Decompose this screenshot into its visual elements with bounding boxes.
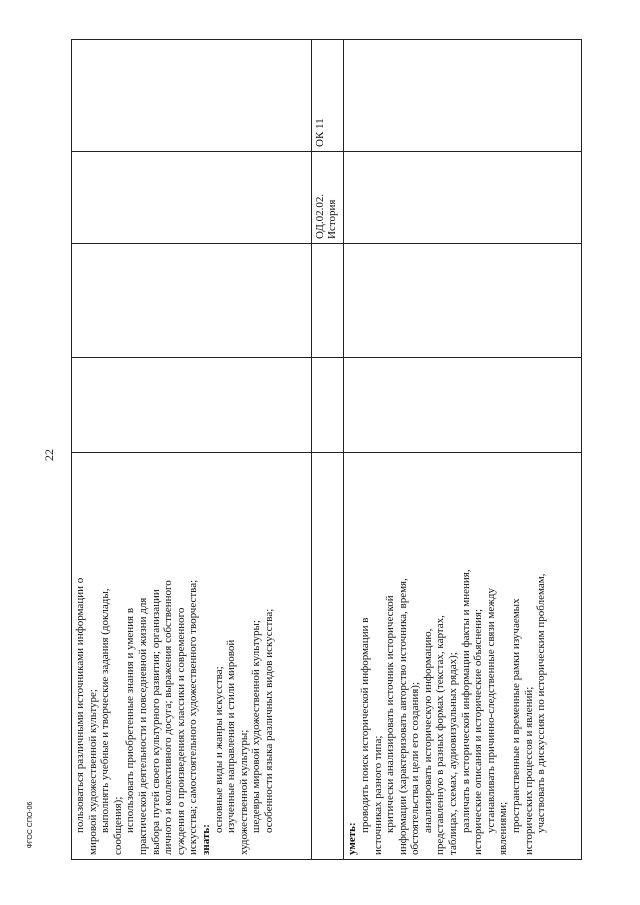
text-line: практической деятельности и повседневной жизни для	[136, 597, 149, 855]
text-line: искусства; самостоятельного художественного творчества;	[187, 579, 200, 855]
empty-cell	[311, 358, 344, 453]
empty-cell	[344, 358, 582, 453]
text-line: проводить поиск исторической информации в	[358, 617, 371, 833]
footer-wrap	[27, 790, 37, 860]
text-line: художественной культуры;	[237, 729, 250, 855]
table-row	[311, 40, 344, 860]
text-line: таблицах, схемах, аудиовизуальных рядах);	[447, 652, 460, 855]
text-line: шедевры мировой художественной культуры;	[250, 620, 263, 833]
text-line: особенности языка различных видов искусства;	[262, 608, 275, 833]
footer-label: ФГОС СПО-06	[27, 801, 34, 849]
text-line: исторические описания и исторические объяснения;	[472, 608, 485, 855]
text-line: участвовать в дискуссиях по историческим проблемам,	[535, 573, 548, 833]
text-line: анализировать историческую информацию,	[421, 628, 434, 833]
text-line: источниках разного типа;	[371, 735, 384, 855]
competence-code-cell: ОК 11	[311, 40, 344, 152]
text-line: исторических процессов и явлений;	[522, 686, 535, 855]
text-line: основные виды и жанры искусства;	[212, 666, 225, 833]
empty-cell	[72, 152, 312, 244]
text-line: мировой художественной культуре;	[86, 689, 99, 855]
page-number: 22	[42, 449, 56, 461]
subject-cell: ОД.02.02. История	[311, 152, 344, 244]
table-row	[72, 40, 312, 860]
text-line: представленную в разных формах (текстах, картах,	[434, 615, 447, 855]
requirements-cell	[344, 453, 582, 860]
text-line: личного и коллективного досуга; выражения собственного	[162, 580, 175, 855]
empty-cell	[344, 152, 582, 244]
text-line: сообщения);	[111, 796, 124, 855]
requirements-text	[346, 457, 548, 855]
text-line: обстоятельства и цели его создания);	[409, 681, 422, 855]
requirements-cell	[72, 453, 312, 860]
text-line: различать в исторической информации факты и мнения,	[459, 569, 472, 833]
text-line: выбора путей своего культурного развития; организации	[149, 589, 162, 855]
curriculum-table	[71, 39, 582, 860]
text-line: изученные направления и стили мировой	[225, 639, 238, 833]
requirements-text	[74, 457, 276, 855]
empty-cell	[311, 244, 344, 358]
empty-cell	[72, 40, 312, 152]
text-line: устанавливать причинно-следственные связи между	[484, 588, 497, 833]
empty-cell	[72, 358, 312, 453]
section-heading: уметь:	[346, 822, 359, 855]
text-line: пространственные и временные рамки изучаемых	[510, 598, 523, 833]
table-row	[344, 40, 582, 860]
empty-cell	[72, 244, 312, 358]
section-heading: знать:	[199, 824, 212, 855]
text-line: информации (характеризовать авторство источника, время,	[396, 578, 409, 855]
text-line: явлениями;	[497, 801, 510, 855]
text-line: суждения о произведениях классики и современного	[174, 607, 187, 855]
text-line: использовать приобретенные знания и умения в	[124, 607, 137, 833]
rotated-page-content	[71, 40, 582, 860]
empty-cell	[311, 453, 344, 860]
empty-cell	[344, 244, 582, 358]
text-line: критически анализировать источник исторической	[384, 595, 397, 833]
text-line: пользоваться различными источниками информации о	[74, 577, 86, 833]
empty-cell	[344, 40, 582, 152]
text-line: выполнять учебные и творческие задания (доклады,	[99, 588, 112, 833]
